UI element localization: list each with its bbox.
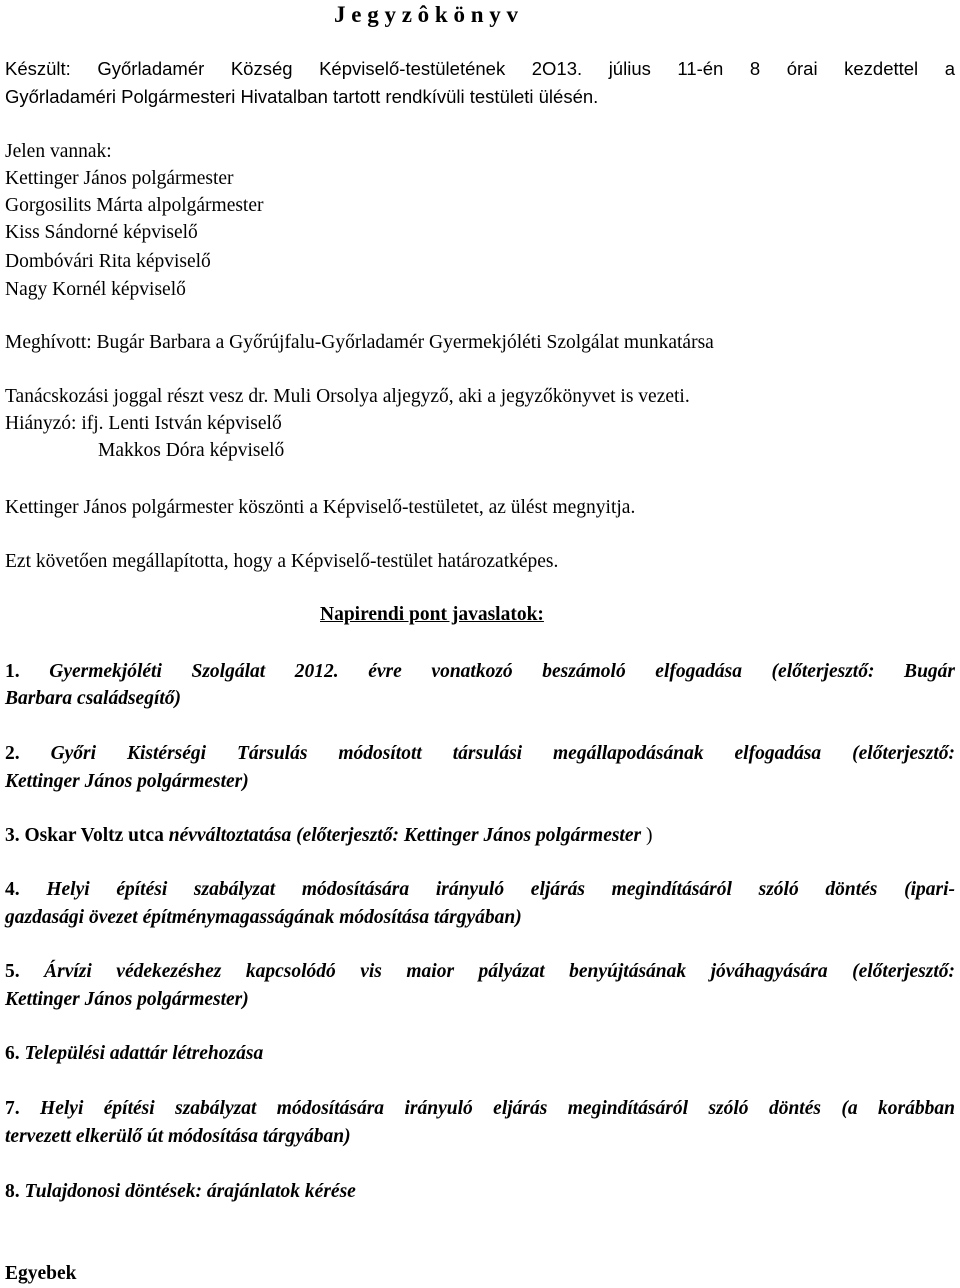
intro-line-1: Készült: Győrladamér Község Képviselő-testületének 2O13. július 11-én 8 órai kezdettel a [5, 58, 955, 79]
present-member: Kiss Sándorné képviselő [5, 222, 198, 243]
agenda-item-4-cont: gazdasági övezet építménymagasságának módosítása tárgyában) [5, 907, 522, 928]
agenda-text: Helyi építési szabályzat módosítására irányuló eljárás megindításáról szóló döntés (a korábban [40, 1098, 955, 1119]
agenda-number: 6. [5, 1043, 20, 1064]
agenda-text: Győri Kistérségi Társulás módosított társulási megállapodásának elfogadása [50, 743, 822, 764]
agenda-text: Gyermekjóléti Szolgálat 2012. évre vonatkozó beszámoló elfogadása (előterjesztő: Bugár [49, 661, 955, 682]
agenda-item-6 [5, 1042, 263, 1066]
agenda-item-2 [5, 742, 955, 766]
agenda-number: 1. [5, 661, 20, 682]
quorum-line: Ezt követően megállapította, hogy a Képviselő-testület határozatképes. [5, 551, 559, 572]
agenda-item-2-cont: Kettinger János polgármester) [5, 771, 249, 792]
advisory-line: Tanácskozási joggal részt vesz dr. Muli Orsolya aljegyző, aki a jegyzőkönyvet is vezeti. [5, 386, 690, 407]
present-label: Jelen vannak: [5, 141, 112, 162]
present-member: Gorgosilits Márta alpolgármester [5, 195, 264, 216]
present-member: Kettinger János polgármester [5, 168, 234, 189]
agenda-item-8 [5, 1180, 356, 1204]
agenda-text: Települési adattár létrehozása [24, 1043, 264, 1064]
absent-line: Hiányzó: ifj. Lenti István képviselő [5, 413, 282, 434]
agenda-heading: Napirendi pont javaslatok: [320, 604, 544, 625]
agenda-item-4 [5, 878, 955, 902]
agenda-number: 5. [5, 961, 20, 982]
agenda-text: (előterjesztő: [852, 743, 956, 764]
agenda-text: Helyi építési szabályzat módosítására irányuló eljárás megindításáról szóló döntés (ipari- [46, 879, 955, 900]
other-heading: Egyebek [5, 1263, 77, 1284]
agenda-number: 7. [5, 1098, 20, 1119]
agenda-number: 2. [5, 743, 20, 764]
greeting-line: Kettinger János polgármester köszönti a Képviselő-testületet, az ülést megnyitja. [5, 497, 636, 518]
agenda-item-1-cont: Barbara családsegítő) [5, 688, 182, 709]
agenda-text: Árvízi védekezéshez kapcsolódó vis maior pályázat benyújtásának jóváhagyására (előterjesztő: [44, 961, 956, 982]
present-member: Dombóvári Rita képviselő [5, 251, 211, 272]
agenda-number: 8. [5, 1181, 20, 1202]
agenda-number: 4. [5, 879, 20, 900]
agenda-text: Tulajdonosi döntések: árajánlatok kérése [24, 1181, 356, 1202]
agenda-item-7-cont: tervezett elkerülő út módosítása tárgyában) [5, 1126, 351, 1147]
document-title: J e g y z ô k ö n y v [334, 2, 518, 27]
agenda-text: ) [641, 825, 653, 846]
agenda-item-5-cont: Kettinger János polgármester) [5, 989, 249, 1010]
agenda-item-3 [5, 824, 652, 848]
agenda-item-1 [5, 660, 955, 684]
agenda-text: Oskar Voltz utca [24, 825, 164, 846]
absent-line-2: Makkos Dóra képviselő [98, 440, 285, 461]
invited-line: Meghívott: Bugár Barbara a Győrújfalu-Győrladamér Gyermekjóléti Szolgálat munkatársa [5, 332, 714, 353]
present-member: Nagy Kornél képviselő [5, 279, 186, 300]
agenda-item-5 [5, 960, 955, 984]
agenda-number: 3. [5, 825, 20, 846]
intro-line-2: Győrladaméri Polgármesteri Hivatalban tartott rendkívüli testületi ülésén. [5, 86, 599, 107]
agenda-text: névváltoztatása (előterjesztő: Kettinger János polgármester [168, 825, 642, 846]
agenda-item-7 [5, 1097, 955, 1121]
